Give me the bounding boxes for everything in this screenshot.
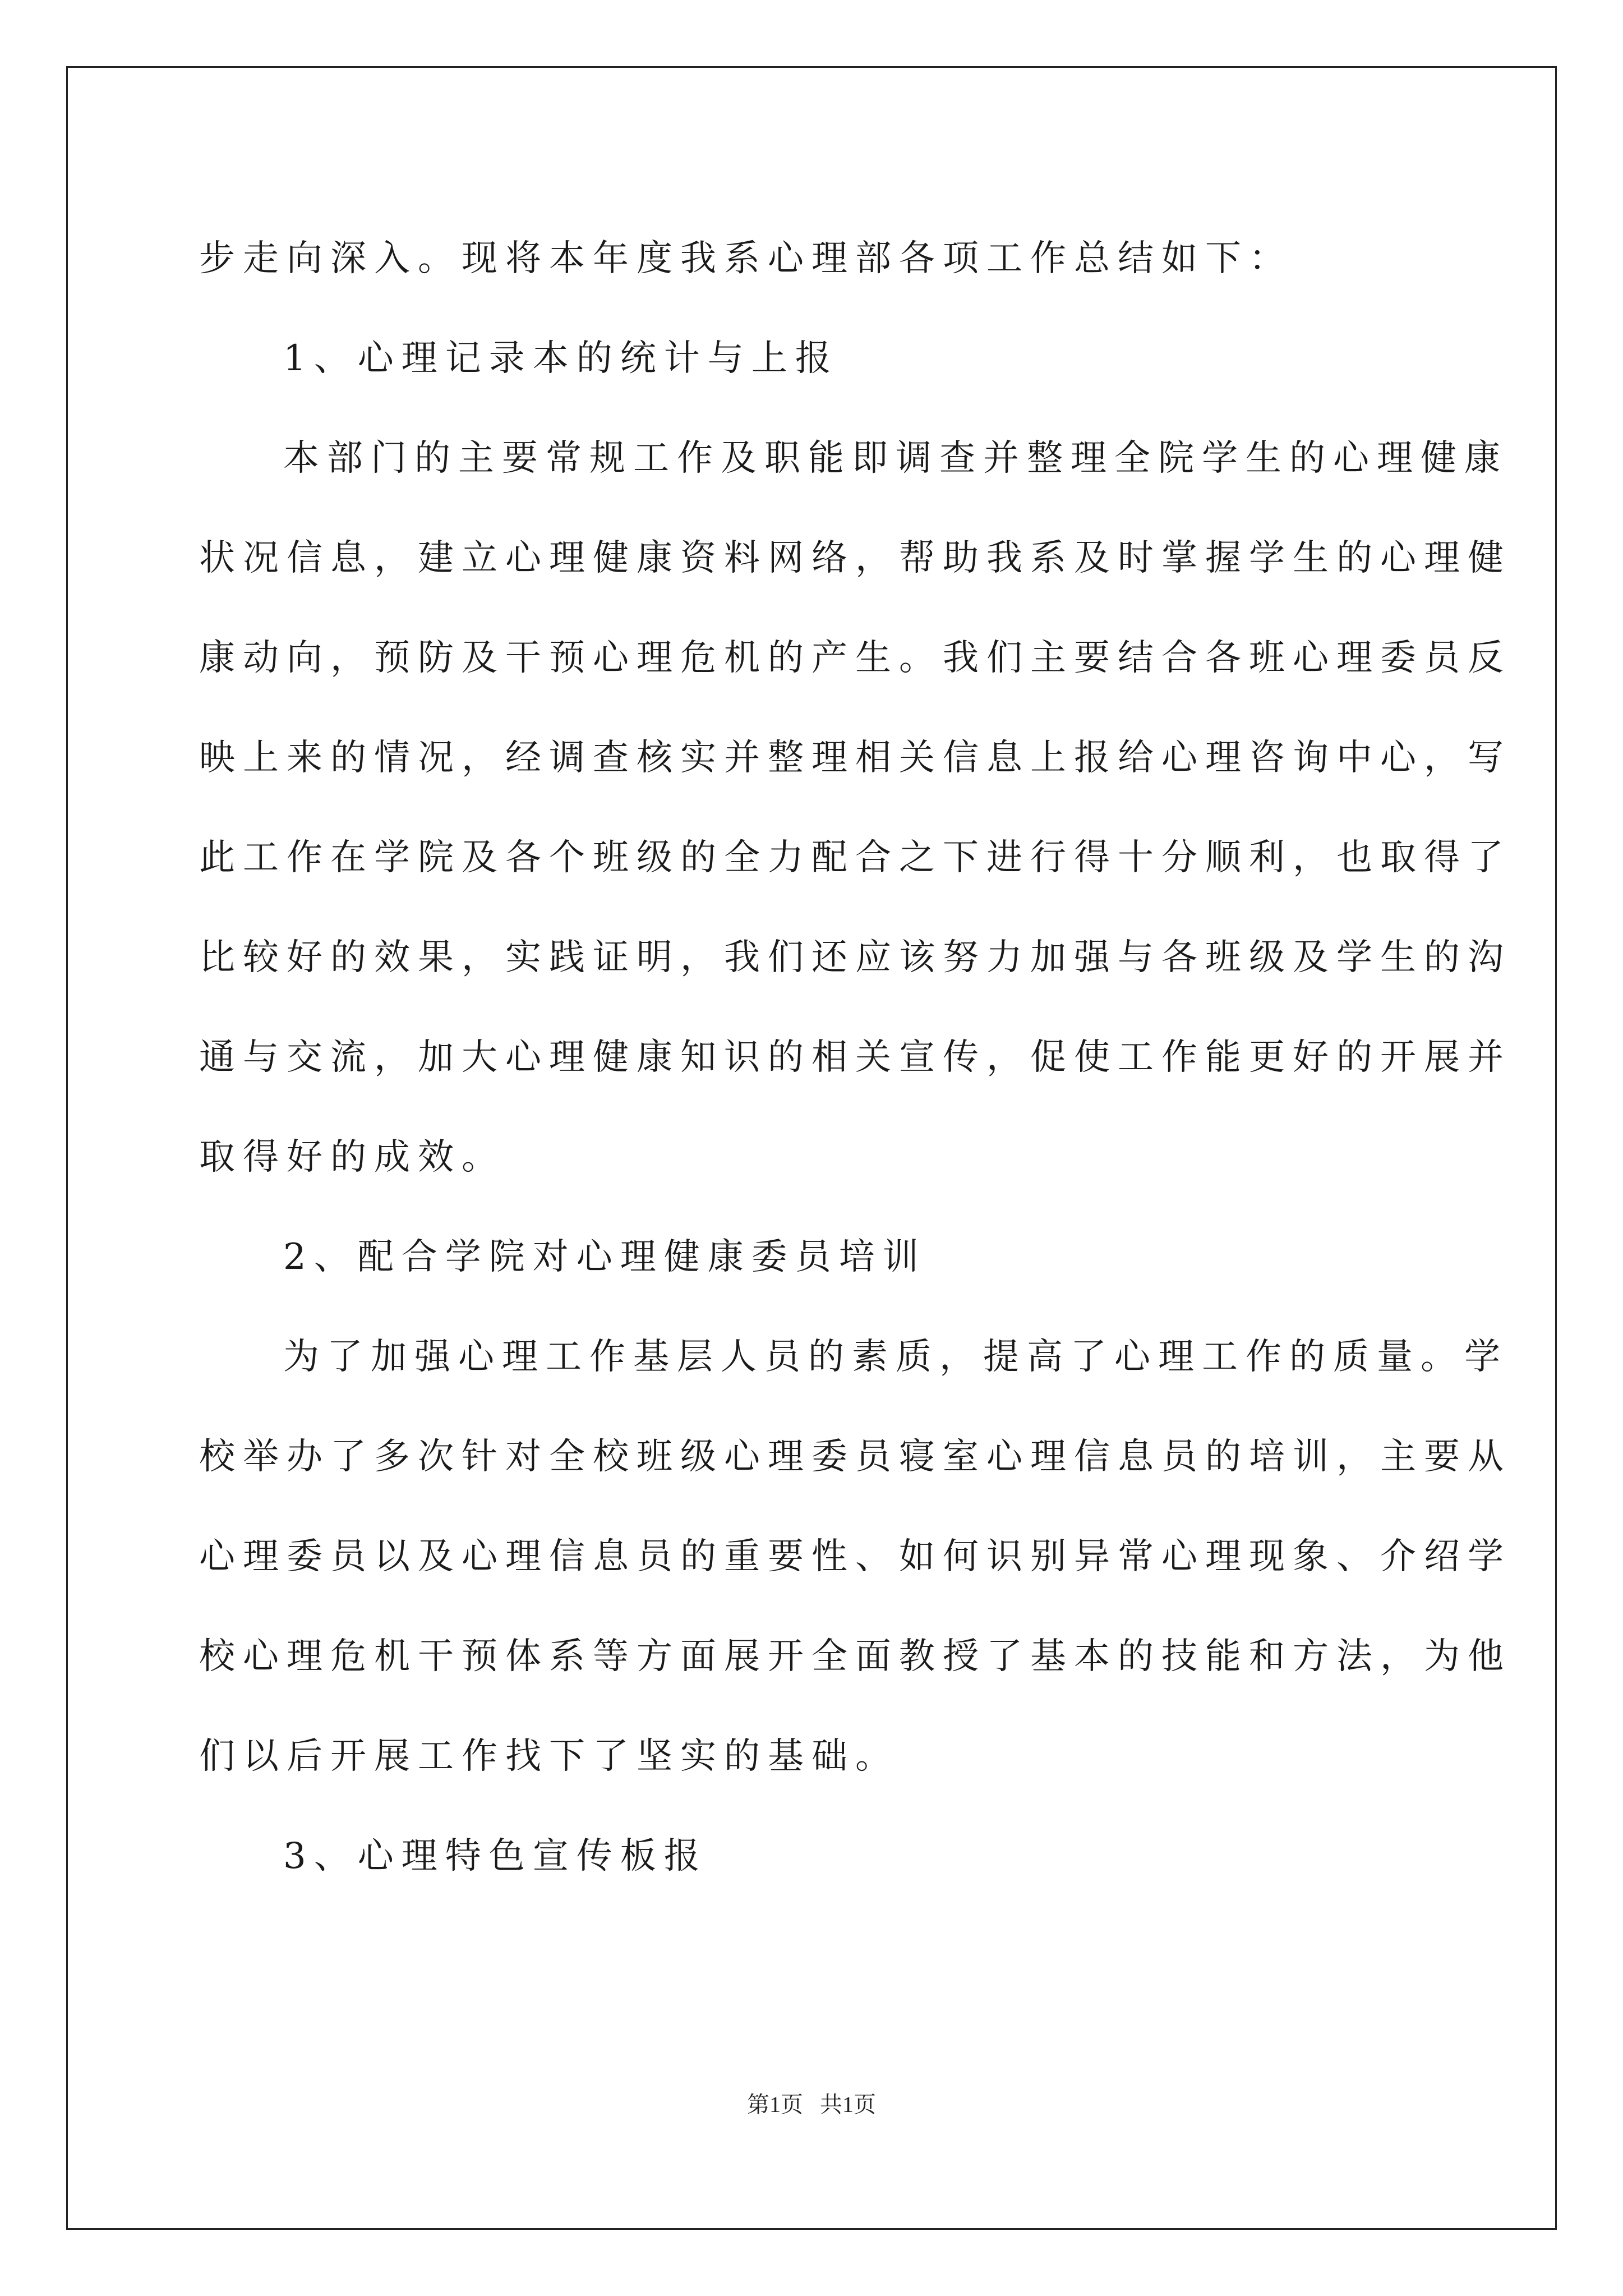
paragraph-line: 们以后开展工作找下了坚实的基础。 [199, 1736, 899, 1777]
section-heading-1: 1、心理记录本的统计与上报 [283, 338, 839, 379]
paragraph-line: 校举办了多次针对全校班级心理委员寝室心理信息员的培训，主要从 [199, 1436, 1511, 1478]
paragraph-line: 校心理危机干预体系等方面展开全面教授了基本的技能和方法，为他 [199, 1636, 1511, 1677]
page-number-total: 共1页 [820, 2092, 876, 2117]
paragraph-line: 通与交流，加大心理健康知识的相关宣传，促使工作能更好的开展并 [199, 1037, 1511, 1078]
paragraph-line: 此工作在学院及各个班级的全力配合之下进行得十分顺利，也取得了 [199, 837, 1511, 878]
paragraph-line: 映上来的情况，经调查核实并整理相关信息上报给心理咨询中心，写 [199, 737, 1511, 779]
paragraph-line: 康动向，预防及干预心理危机的产生。我们主要结合各班心理委员反 [199, 637, 1511, 679]
paragraph-line: 状况信息，建立心理健康资料网络，帮助我系及时掌握学生的心理健 [199, 537, 1511, 579]
paragraph-line: 比较好的效果，实践证明，我们还应该努力加强与各班级及学生的沟 [199, 937, 1511, 978]
paragraph-line: 取得好的成效。 [199, 1137, 505, 1178]
page-number-current: 第1页 [747, 2092, 803, 2117]
section-heading-3: 3、心理特色宣传板报 [283, 1835, 708, 1877]
paragraph-line: 心理委员以及心理信息员的重要性、如何识别异常心理现象、介绍学 [199, 1536, 1511, 1577]
document-body [199, 209, 1511, 1906]
paragraph-line: 为了加强心理工作基层人员的素质，提高了心理工作的质量。学 [283, 1336, 1508, 1378]
section-heading-2: 2、配合学院对心理健康委员培训 [283, 1236, 926, 1278]
paragraph-line: 本部门的主要常规工作及职能即调查并整理全院学生的心理健康 [283, 438, 1508, 479]
page-footer [0, 2087, 1623, 2119]
paragraph-line: 步走向深入。现将本年度我系心理部各项工作总结如下： [199, 238, 1293, 279]
